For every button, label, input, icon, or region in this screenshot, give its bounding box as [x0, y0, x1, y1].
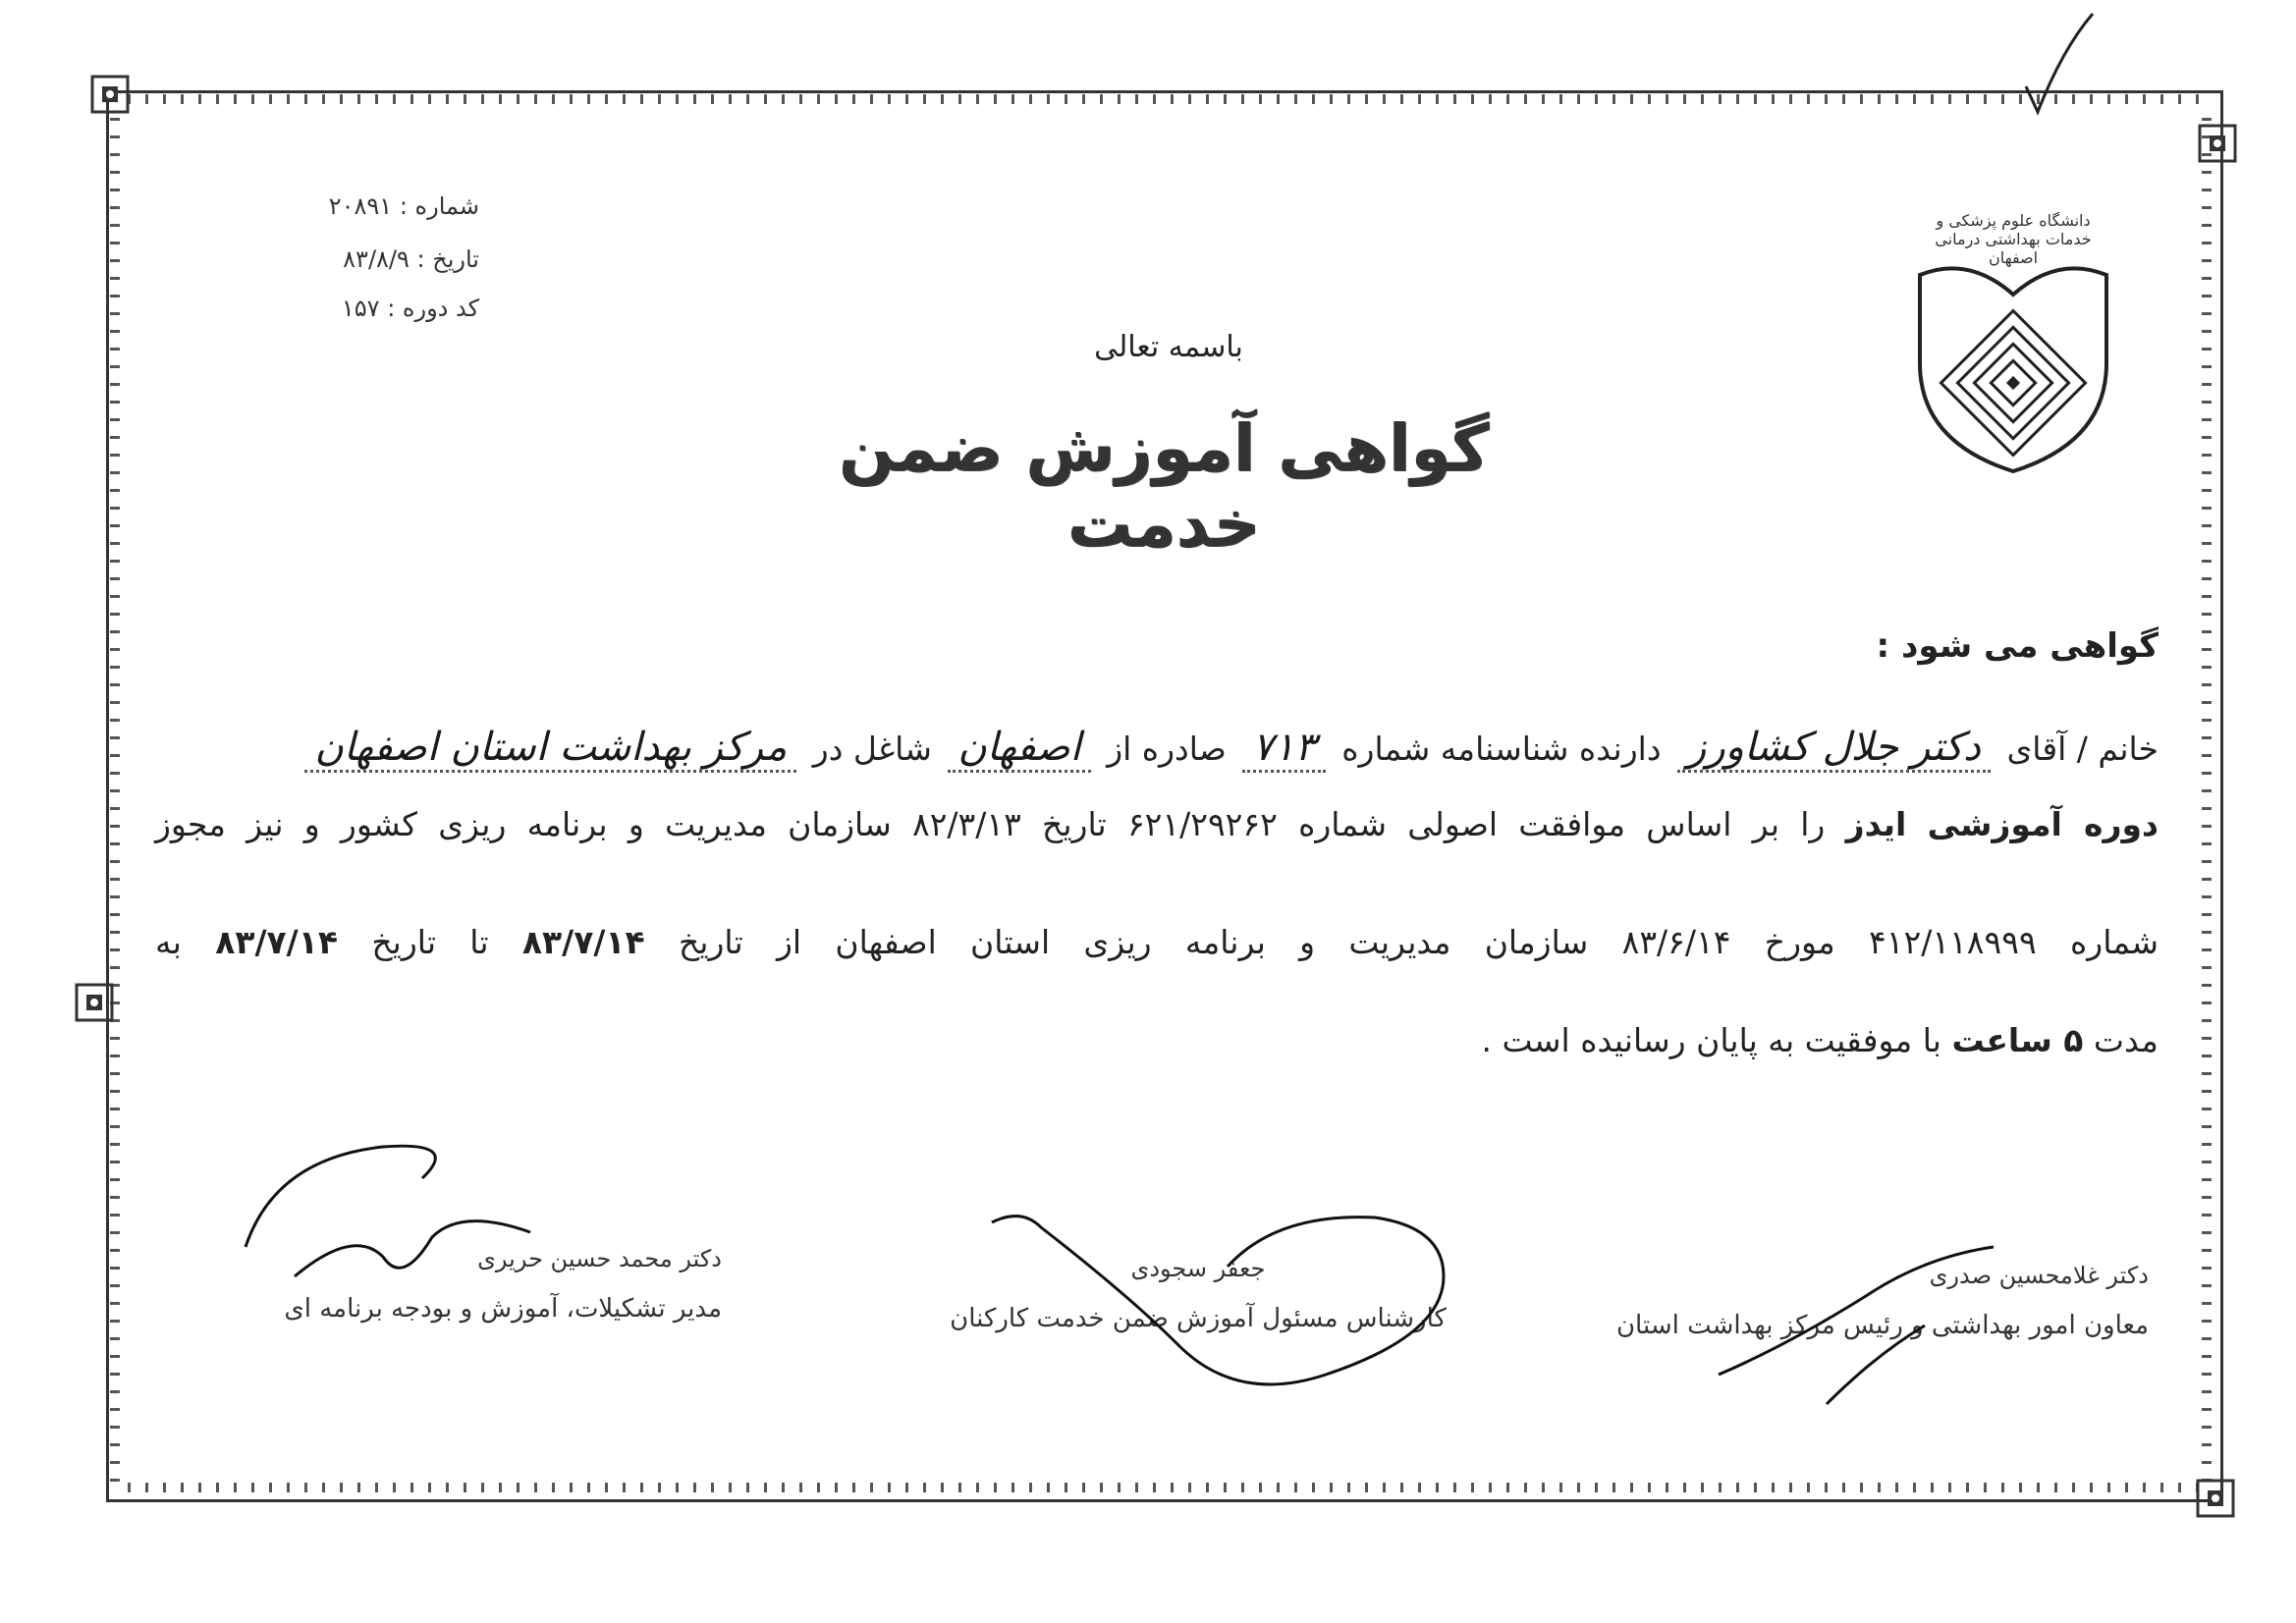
signatory-name-middle: جعفر سجودی	[1130, 1255, 1266, 1282]
body-line-4	[155, 1021, 2159, 1059]
logo-caption: دانشگاه علوم پزشکی و خدمات بهداشتی درمانی اصفهان	[1935, 211, 2092, 267]
id-label: دارنده شناسنامه شماره	[1341, 730, 1662, 768]
signature-block-right	[1616, 1262, 2149, 1340]
to-suffix: به	[155, 923, 182, 961]
document-number: شماره : ۲۰۸۹۱	[328, 192, 479, 220]
certificate-title: گواهی آموزش ضمن خدمت	[838, 410, 1490, 562]
certify-heading: گواهی می شود :	[1876, 626, 2159, 666]
from-date: ۸۳/۷/۱۴	[521, 923, 645, 961]
border-dashes-bottom	[128, 1483, 2200, 1492]
signatory-name-left: دکتر محمد حسین حریری	[477, 1245, 722, 1272]
corner-ornament-top-right	[2192, 118, 2243, 169]
university-logo	[1910, 196, 2116, 476]
signature-block-middle	[923, 1255, 1473, 1333]
issued-place: اصفهان	[948, 725, 1090, 773]
course-code: کد دوره : ۱۵۷	[341, 295, 479, 322]
body-line-1	[155, 725, 2159, 773]
signatory-role-left: مدیر تشکیلات، آموزش و بودجه برنامه ای	[284, 1294, 722, 1324]
border-dashes-left	[110, 118, 120, 1483]
course-name: ایدز	[1845, 805, 1907, 843]
corner-ornament-bottom-left	[69, 977, 120, 1028]
employed-label: شاغل در	[812, 730, 932, 768]
license-text: شماره ۴۱۲/۱۱۸۹۹۹ مورخ ۸۳/۶/۱۴ سازمان مدیریت و برنامه ریزی استان اصفهان از تاریخ	[679, 923, 2159, 961]
issued-label: صادره از	[1107, 730, 1227, 768]
body-line-2	[155, 805, 2159, 843]
corner-ornament-bottom-right	[2190, 1473, 2241, 1524]
completion-text: با موفقیت به پایان رسانیده است .	[1481, 1021, 1941, 1059]
body-line-3	[155, 923, 2159, 961]
bismillah-heading: باسمه تعالی	[1094, 330, 1243, 364]
document-date: تاریخ : ۸۳/۸/۹	[343, 245, 479, 273]
person-name: دکتر جلال کشاورز	[1677, 725, 1991, 773]
to-date: ۸۳/۷/۱۴	[215, 923, 339, 961]
signatory-role-right: معاون امور بهداشتی و رئیس مرکز بهداشت استان	[1615, 1311, 2149, 1340]
border-dashes-right	[2202, 118, 2212, 1483]
to-label: تا تاریخ	[371, 923, 489, 961]
name-prefix: خانم / آقای	[2006, 730, 2159, 768]
workplace: مرکز بهداشت استان اصفهان	[304, 725, 796, 773]
border-dashes-top	[128, 94, 2200, 104]
course-label: دوره آموزشی	[1927, 805, 2159, 843]
approval-text: را بر اساس موافقت اصولی شماره ۶۲۱/۲۹۲۶۲ تاریخ ۸۲/۳/۱۳ سازمان مدیریت و برنامه ریزی کشور و نیز مجوز	[155, 805, 1826, 843]
corner-ornament-top-left	[84, 69, 136, 120]
signature-block-left	[241, 1245, 722, 1324]
id-number: ۷۱۳	[1242, 725, 1325, 773]
signatory-name-right: دکتر غلامحسین صدری	[1929, 1262, 2149, 1289]
signatory-role-middle: کارشناس مسئول آموزش ضمن خدمت کارکنان	[950, 1304, 1447, 1333]
duration-value: ۵ ساعت	[1951, 1021, 2084, 1059]
duration-label: مدت	[2093, 1021, 2159, 1059]
checkmark-icon	[2008, 10, 2097, 118]
